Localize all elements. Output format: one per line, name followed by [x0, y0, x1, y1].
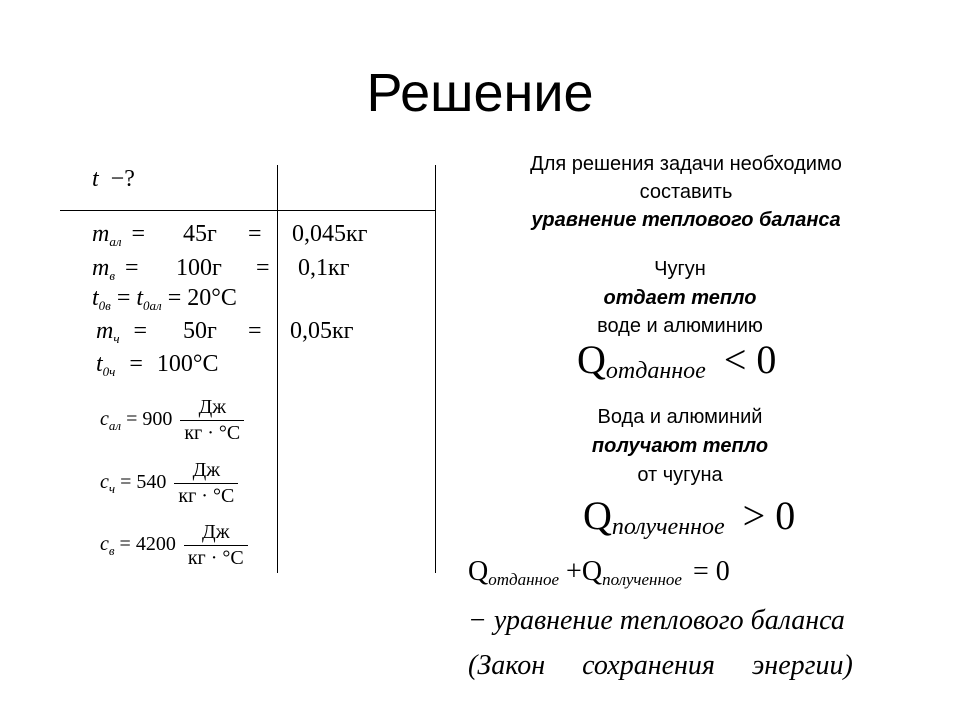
given-mass-aluminium: $m_{ал}$ =	[92, 221, 146, 249]
given-mass-iron: $m_ч$ =	[96, 318, 148, 346]
unit-fraction: $\frac{Дж}{кг \cdot ^\circ С}$	[174, 459, 238, 508]
mass-water-value: 100г	[176, 255, 222, 281]
given-initial-temp-iron: $t_{0ч} = 100^\circ С$	[96, 351, 219, 379]
to-water-aluminium-label: воде и алюминию	[597, 315, 763, 337]
intro-bold-line: уравнение теплового баланса	[531, 209, 841, 231]
mass-iron-si: 0,05кг	[290, 318, 354, 344]
q-given-formula: Qотданное < 0	[577, 337, 777, 384]
q-received-formula: Qполученное > 0	[583, 493, 796, 540]
mass-aluminium-eq: =	[248, 221, 262, 247]
heat-capacity-iron: $c_ч = 540$ $\frac{Дж}{кг \cdot ^\circ С}$	[100, 459, 238, 508]
balance-caption: − уравнение теплового баланса	[468, 605, 845, 636]
mass-iron-eq: =	[248, 318, 262, 344]
mass-water-si: 0,1кг	[298, 255, 350, 281]
table-horizontal	[60, 210, 435, 211]
table-vertical-left	[277, 165, 278, 573]
intro-line-2: составить	[639, 181, 733, 203]
iron-label: Чугун	[654, 258, 706, 280]
heat-capacity-water: $c_в = 4200$ $\frac{Дж}{кг \cdot ^\circ С}$	[100, 521, 248, 570]
from-iron-label: от чугуна	[637, 464, 723, 486]
mass-iron-value: 50г	[183, 318, 217, 344]
gives-heat-label: отдает тепло	[603, 287, 757, 309]
mass-aluminium-si: 0,045кг	[292, 221, 368, 247]
receive-heat-label: получают тепло	[591, 435, 769, 457]
mass-aluminium-value: 45г	[183, 221, 217, 247]
heat-balance-equation: Qотданное +Qполученное = 0	[468, 556, 730, 589]
heat-capacity-aluminium: $c_{ал} = 900$ $\frac{Дж}{кг \cdot ^\circ С}$	[100, 396, 244, 445]
given-mass-water: $m_в$ =	[92, 255, 139, 283]
mass-water-eq: =	[256, 255, 270, 281]
intro-line-1: Для решения задачи необходимо	[530, 153, 842, 175]
unknown-quantity: t −?	[92, 166, 135, 192]
unit-fraction: $\frac{Дж}{кг \cdot ^\circ С}$	[180, 396, 244, 445]
table-vertical-right	[435, 165, 436, 573]
energy-conservation-law: (Закон сохранения энергии)	[468, 650, 853, 681]
page-title: Решение	[366, 63, 594, 123]
water-aluminium-label: Вода и алюминий	[597, 406, 763, 428]
given-initial-temp-water-aluminium: $t_{0в} = t_{0ал} = 20^\circ С$	[92, 285, 237, 313]
unit-fraction: $\frac{Дж}{кг \cdot ^\circ С}$	[184, 521, 248, 570]
